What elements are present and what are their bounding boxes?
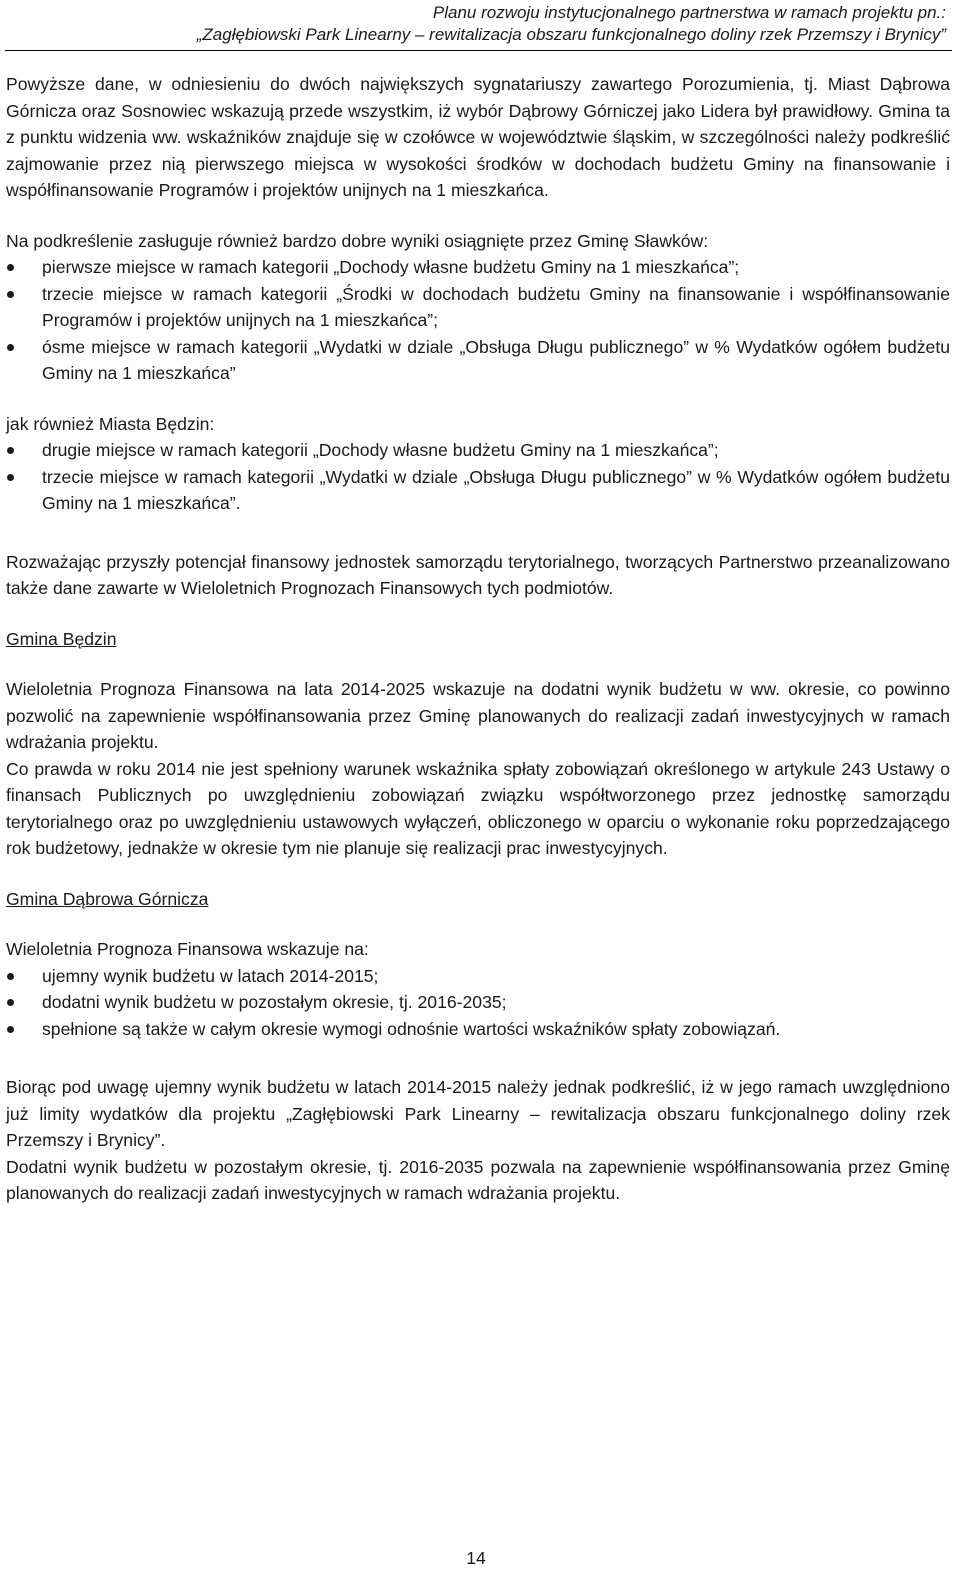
document-body bbox=[6, 71, 950, 1207]
header-line-1: Planu rozwoju instytucjonalnego partnerstwa w ramach projektu pn.: bbox=[432, 3, 946, 22]
list-item: pierwsze miejsce w ramach kategorii „Dochody własne budżetu Gminy na 1 mieszkańca”; bbox=[6, 254, 950, 281]
bullet-icon bbox=[7, 344, 14, 351]
paragraph-summary: Powyższe dane, w odniesieniu do dwóch największych sygnatariuszy zawartego Porozumienia, tj. Miast Dąbrowa Górnicza oraz Sosnowiec wskazują przede wszystkim, iż wybór Dąbrowy Górniczej jako Lidera był prawidłowy. Gmina ta z punktu widzenia ww. wskaźników znajduje się w czołówce w województwie śląskim, w szczególności należy podkreślić zajmowanie przez nią pierwszego miejsca w wysokości środków w dochodach budżetu Gminy na finansowanie i współfinansowanie Programów i projektów unijnych na 1 mieszkańca. bbox=[6, 74, 950, 200]
list-slawkow bbox=[6, 254, 950, 387]
heading-gmina-bedzin: Gmina Będzin bbox=[6, 628, 117, 649]
list-item: ósme miejsce w ramach kategorii „Wydatki w dziale „Obsługa Długu publicznego” w % Wydatków ogółem budżetu Gminy na 1 mieszkańca” bbox=[6, 334, 950, 387]
paragraph-bedzin-intro: jak również Miasta Będzin: bbox=[6, 413, 215, 434]
list-item: drugie miejsce w ramach kategorii „Dochody własne budżetu Gminy na 1 mieszkańca”; bbox=[6, 437, 950, 464]
paragraph-slawkow-intro: Na podkreślenie zasługuje również bardzo dobre wyniki osiągnięte przez Gminę Sławków: bbox=[6, 230, 709, 251]
paragraph-dabrowa-intro: Wieloletnia Prognoza Finansowa wskazuje na: bbox=[6, 939, 369, 959]
heading-gmina-dabrowa: Gmina Dąbrowa Górnicza bbox=[6, 888, 209, 909]
bullet-icon bbox=[7, 973, 14, 980]
header-line-2: „Zagłębiowski Park Linearny – rewitalizacja obszaru funkcjonalnego doliny rzek Przemszy i Brynicy” bbox=[196, 25, 946, 44]
bullet-icon bbox=[7, 447, 14, 454]
page-number: 14 bbox=[466, 1548, 486, 1568]
bullet-icon bbox=[7, 474, 14, 481]
list-item: ujemny wynik budżetu w latach 2014-2015; bbox=[6, 963, 950, 990]
list-item: trzecie miejsce w ramach kategorii „Wydatki w dziale „Obsługa Długu publicznego” w % Wydatków ogółem budżetu Gminy na 1 mieszkańca”. bbox=[6, 464, 950, 517]
list-item: trzecie miejsce w ramach kategorii „Środki w dochodach budżetu Gminy na finansowanie i współfinansowanie Programów i projektów unijnych na 1 mieszkańca”; bbox=[6, 281, 950, 334]
paragraph-negative-result: Biorąc pod uwagę ujemny wynik budżetu w latach 2014-2015 należy jednak podkreślić, iż w jego ramach uwzględniono już limity wydatków dla projektu „Zagłębiowski Park Linearny – rewitalizacja obszaru funkcjonalnego doliny rzek Przemszy i Brynicy”. bbox=[6, 1077, 950, 1150]
list-item: dodatni wynik budżetu w pozostałym okresie, tj. 2016-2035; bbox=[6, 989, 950, 1016]
paragraph-positive-result: Dodatni wynik budżetu w pozostałym okresie, tj. 2016-2035 pozwala na zapewnienie współfinansowania przez Gminę planowanych do realizacji zadań inwestycyjnych w ramach wdrażania projektu. bbox=[6, 1156, 950, 1203]
list-dabrowa bbox=[6, 963, 950, 1043]
bullet-icon bbox=[7, 264, 14, 271]
paragraph-bedzin-condition: Co prawda w roku 2014 nie jest spełniony warunek wskaźnika spłaty zobowiązań określonego w artykule 243 Ustawy o finansach Publicznych po uwzględnieniu zobowiązań związku współtworzonego przez jednostkę samorządu terytorialnego oraz po uwzględnieniu ustawowych wyłączeń, obliczonego w oparciu o wykonanie roku poprzedzającego rok budżetowy, jednakże w okresie tym nie planuje się realizacji prac inwestycyjnych. bbox=[6, 758, 950, 858]
list-bedzin bbox=[6, 437, 950, 517]
paragraph-potential: Rozważając przyszły potencjał finansowy jednostek samorządu terytorialnego, tworzących Partnerstwo przeanalizowano także dane zawarte w Wieloletnich Prognozach Finansowych tych podmiotów. bbox=[6, 551, 950, 598]
list-item: spełnione są także w całym okresie wymogi odnośnie wartości wskaźników spłaty zobowiązań. bbox=[6, 1016, 950, 1043]
bullet-icon bbox=[7, 999, 14, 1006]
paragraph-bedzin-forecast: Wieloletnia Prognoza Finansowa na lata 2014-2025 wskazuje na dodatni wynik budżetu w ww. okresie, co powinno pozwolić na zapewnienie współfinansowania przez Gminę planowanych do realizacji zadań inwestycyjnych w ramach wdrażania projektu. bbox=[6, 679, 950, 752]
header-divider bbox=[5, 50, 952, 51]
page-header bbox=[0, 2, 946, 46]
bullet-icon bbox=[7, 291, 14, 298]
bullet-icon bbox=[7, 1026, 14, 1033]
